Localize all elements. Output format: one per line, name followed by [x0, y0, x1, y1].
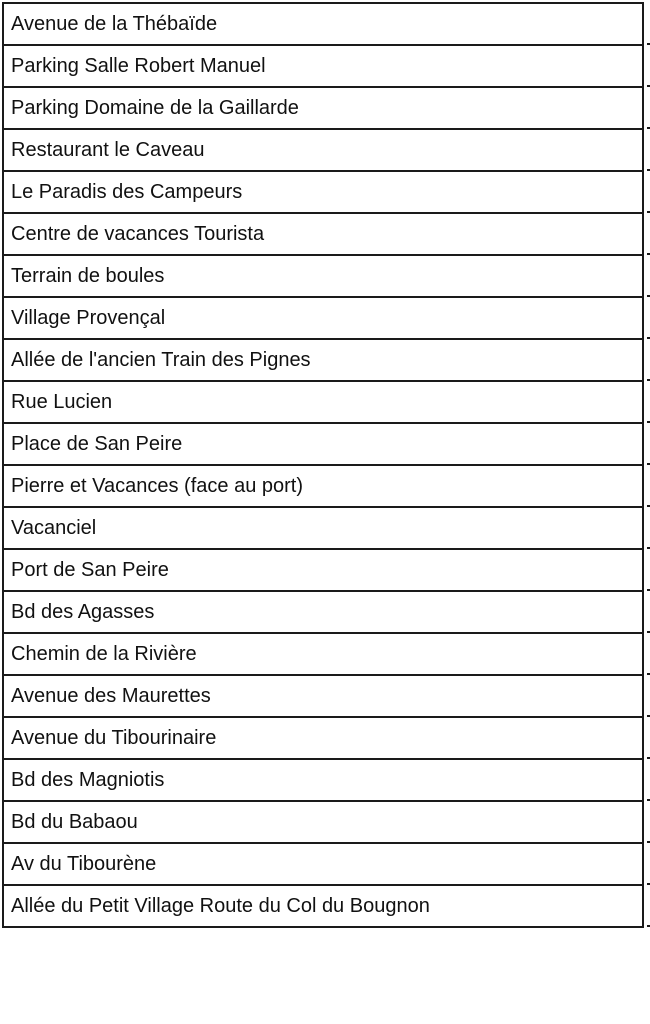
table-row	[3, 87, 643, 129]
table-row	[3, 45, 643, 87]
table-row	[3, 465, 643, 507]
location-cell: Restaurant le Caveau	[3, 129, 643, 171]
location-cell: Allée de l'ancien Train des Pignes	[3, 339, 643, 381]
table-row	[3, 171, 643, 213]
table-row	[3, 423, 643, 465]
table-row	[3, 3, 643, 45]
table-row	[3, 843, 643, 885]
table-row	[3, 717, 643, 759]
location-cell: Parking Salle Robert Manuel	[3, 45, 643, 87]
table-row	[3, 801, 643, 843]
table-row	[3, 549, 643, 591]
table-row	[3, 213, 643, 255]
location-cell: Chemin de la Rivière	[3, 633, 643, 675]
location-cell: Place de San Peire	[3, 423, 643, 465]
table-row	[3, 297, 643, 339]
location-cell: Allée du Petit Village Route du Col du Bougnon	[3, 885, 643, 927]
table-row	[3, 129, 643, 171]
table-row	[3, 675, 643, 717]
location-cell: Bd du Babaou	[3, 801, 643, 843]
table-row	[3, 885, 643, 927]
location-cell: Port de San Peire	[3, 549, 643, 591]
location-cell: Centre de vacances Tourista	[3, 213, 643, 255]
location-cell: Pierre et Vacances (face au port)	[3, 465, 643, 507]
location-cell: Parking Domaine de la Gaillarde	[3, 87, 643, 129]
adjacent-column-edge	[645, 0, 650, 1024]
location-cell: Avenue des Maurettes	[3, 675, 643, 717]
location-cell: Le Paradis des Campeurs	[3, 171, 643, 213]
location-cell: Av du Tibourène	[3, 843, 643, 885]
table-row	[3, 633, 643, 675]
location-cell: Rue Lucien	[3, 381, 643, 423]
location-cell: Vacanciel	[3, 507, 643, 549]
table-row	[3, 381, 643, 423]
table-row	[3, 759, 643, 801]
table-row	[3, 339, 643, 381]
location-cell: Bd des Agasses	[3, 591, 643, 633]
table-row	[3, 591, 643, 633]
location-cell: Avenue du Tibourinaire	[3, 717, 643, 759]
location-cell: Village Provençal	[3, 297, 643, 339]
location-table	[2, 2, 644, 928]
location-cell: Bd des Magniotis	[3, 759, 643, 801]
table-row	[3, 507, 643, 549]
location-table-body	[3, 3, 643, 927]
location-cell: Terrain de boules	[3, 255, 643, 297]
table-row	[3, 255, 643, 297]
location-cell: Avenue de la Thébaïde	[3, 3, 643, 45]
